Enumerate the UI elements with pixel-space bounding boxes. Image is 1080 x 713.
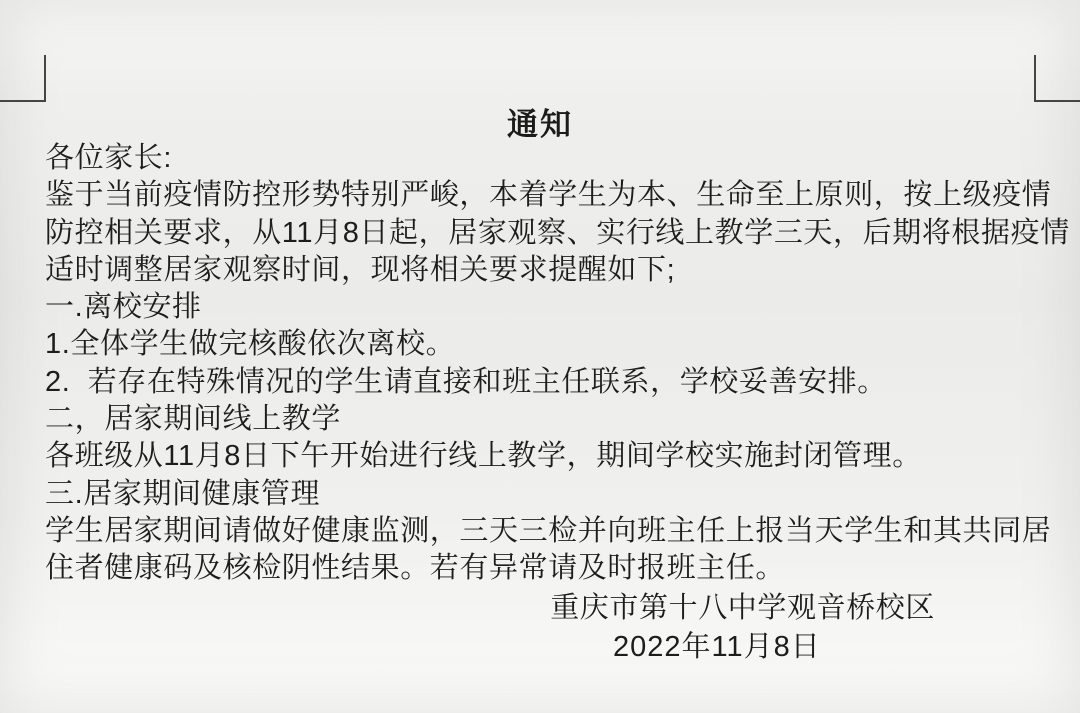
notice-line: 各班级从11月8日下午开始进行线上教学，期间学校实施封闭管理。 bbox=[45, 440, 922, 473]
notice-line: 防控相关要求，从11月8日起，居家观察、实行线上教学三天，后期将根据疫情 bbox=[45, 216, 1070, 249]
signature-school: 重庆市第十八中学观音桥校区 bbox=[550, 592, 935, 624]
notice-body bbox=[45, 140, 1070, 588]
notice-section-2-heading: 二，居家期间线上教学 bbox=[45, 403, 342, 436]
notice-line: 住者健康码及核检阴性结果。若有异常请及时报班主任。 bbox=[45, 552, 786, 585]
notice-section-1-heading: 一.离校安排 bbox=[45, 291, 202, 324]
notice-line: 1.全体学生做完核酸依次离校。 bbox=[45, 328, 456, 361]
notice-line: 适时调整居家观察时间，现将相关要求提醒如下; bbox=[45, 253, 676, 286]
notice-title: 通知 bbox=[507, 107, 573, 142]
table-corner-mark-left bbox=[0, 55, 46, 102]
signature-date: 2022年11月8日 bbox=[613, 631, 821, 663]
notice-line: 鉴于当前疫情防控形势特别严峻，本着学生为本、生命至上原则，按上级疫情 bbox=[45, 179, 1052, 212]
notice-line-salutation: 各位家长: bbox=[45, 142, 173, 174]
notice-line: 学生居家期间请做好健康监测，三天三检并向班主任上报当天学生和其共同居 bbox=[45, 514, 1052, 547]
notice-section-3-heading: 三.居家期间健康管理 bbox=[45, 477, 321, 510]
notice-line: 2. 若存在特殊情况的学生请直接和班主任联系，学校妥善安排。 bbox=[45, 365, 887, 398]
table-corner-mark-right bbox=[1034, 55, 1080, 102]
